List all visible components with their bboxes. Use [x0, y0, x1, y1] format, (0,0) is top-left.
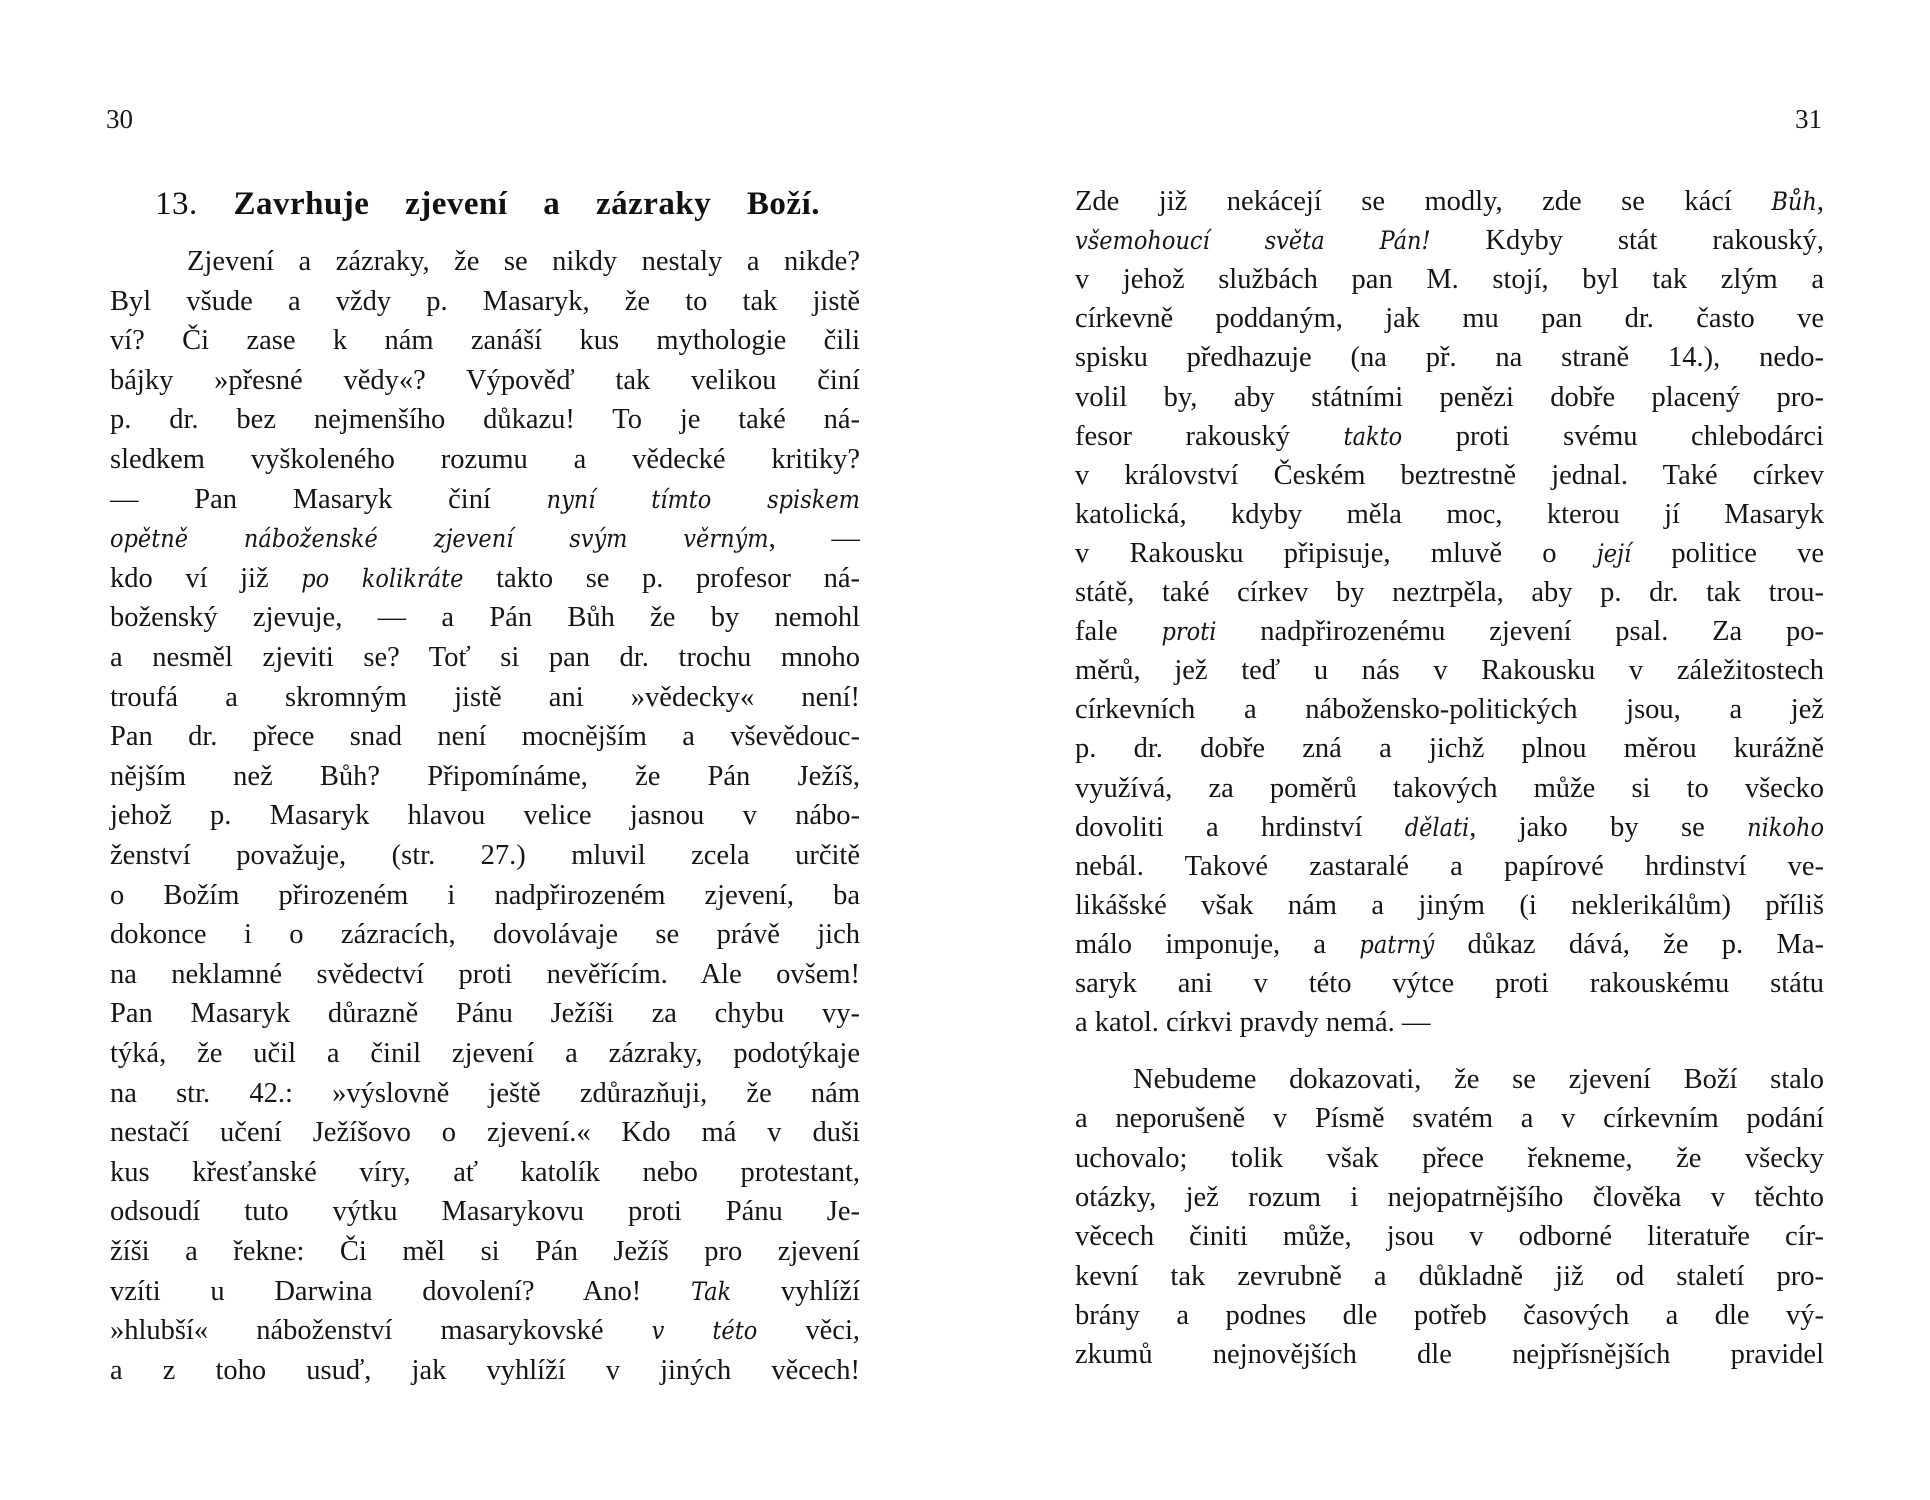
text-line: [1075, 773, 1824, 805]
text-line: [110, 1355, 860, 1387]
text-line: [1075, 421, 1824, 453]
text-line: [110, 642, 860, 674]
text-segment: v království Českém beztrestně jednal. Také církev: [1075, 459, 1824, 491]
text-line: [110, 919, 860, 951]
text-segment: kevní tak zevrubně a důkladně již od staletí pro-: [1075, 1260, 1824, 1292]
text-segment: , jako by se: [1469, 811, 1748, 843]
text-segment: nadpřirozenému zjevení psal. Za po-: [1216, 616, 1824, 648]
text-line: [110, 1157, 860, 1189]
text-line: [1075, 460, 1824, 492]
text-segment: týká, že učil a činil zjevení a zázraky, podotýkaje: [110, 1038, 860, 1069]
text-segment: Byl všude a vždy p. Masaryk, že to tak jistě: [110, 285, 860, 317]
text-line: [1075, 968, 1824, 1000]
text-line: [110, 602, 860, 634]
text-line: [1075, 694, 1824, 726]
text-line: [110, 1196, 860, 1228]
text-segment: uchovalo; tolik však přece řekneme, že všecky: [1075, 1142, 1824, 1174]
text-line: [1075, 499, 1824, 531]
text-line: [110, 1315, 860, 1347]
text-segment: na neklamné svědectví proti nevěřícím. Ale ovšem!: [110, 958, 860, 990]
text-segment: nebál. Takové zastaralé a papírové hrdinství ve-: [1075, 850, 1824, 882]
italic-emphasis: Tak: [691, 1276, 732, 1306]
text-line: [110, 761, 860, 793]
italic-emphasis: proti: [1161, 617, 1217, 647]
italic-emphasis: po kolikráte: [301, 563, 464, 593]
text-segment: Pan dr. přece snad není mocnějším a vševědouc-: [110, 721, 860, 753]
text-line: [1075, 1143, 1824, 1175]
text-segment: využívá, za poměrů takových může si to všecko: [1075, 772, 1824, 804]
chapter-number: 13.: [155, 186, 198, 222]
text-segment: sledkem vyškoleného rozumu a vědecké kritiky?: [110, 444, 860, 475]
text-line: [110, 563, 860, 595]
text-line: [1075, 1221, 1824, 1253]
text-line: [1075, 1339, 1824, 1371]
text-segment: ,: [1816, 186, 1824, 217]
text-line: [110, 523, 860, 555]
text-line: [110, 1117, 860, 1149]
text-segment: věcech činiti může, jsou v odborné literatuře cír-: [1075, 1221, 1824, 1253]
text-segment: věci,: [757, 1315, 860, 1347]
text-segment: církevně poddaným, jak mu pan dr. často ve: [1075, 303, 1824, 335]
text-line: [110, 721, 860, 753]
text-segment: likášské však nám a jiným (i neklerikálům) příliš: [1075, 889, 1824, 921]
text-segment: odsoudí tuto výtku Masarykovu proti Pánu Je-: [110, 1196, 860, 1228]
italic-emphasis: Bůh: [1771, 187, 1817, 216]
text-line: [1075, 382, 1824, 414]
text-segment: zkumů nejnovějších dle nejpřísnějších pravidel: [1075, 1339, 1824, 1371]
text-segment: »hlubší« náboženství masarykovské: [110, 1315, 652, 1347]
text-line: [1075, 225, 1824, 257]
text-line: [110, 325, 860, 357]
italic-emphasis: v této: [651, 1316, 758, 1346]
text-line: [1075, 890, 1824, 922]
text-segment: státě, také církev by neztrpěla, aby p. dr. tak trou-: [1075, 577, 1824, 608]
text-line: [110, 840, 860, 872]
text-segment: troufá a skromným jistě ani »vědecky« není!: [110, 681, 860, 713]
text-segment: bájky »přesné vědy«? Výpověď tak velikou činí: [110, 364, 860, 396]
text-segment: takto se p. profesor ná-: [463, 562, 861, 594]
text-segment: církevních a nábožensko-politických jsou, a jež: [1075, 694, 1824, 726]
text-segment: katolická, kdyby měla moc, kterou jí Masaryk: [1075, 498, 1824, 530]
text-segment: fesor rakouský: [1075, 420, 1344, 452]
text-segment: v jehož službách pan M. stojí, byl tak zlým a: [1075, 264, 1824, 296]
text-line: [1075, 1103, 1824, 1135]
text-segment: Zjevení a zázraky, že se nikdy nestaly a nikde?: [187, 246, 860, 277]
text-line: [1075, 1007, 1824, 1039]
text-line: [1075, 577, 1824, 609]
text-line: [110, 404, 860, 436]
text-line: [1075, 655, 1824, 687]
text-line: [110, 1276, 860, 1308]
text-segment: volil by, aby státními penězi dobře placený pro-: [1075, 381, 1824, 413]
text-segment: , —: [768, 523, 861, 555]
text-segment: nestačí učení Ježíšovo o zjevení.« Kdo má v duši: [110, 1117, 860, 1149]
text-segment: vyhlíží: [731, 1275, 861, 1307]
text-line: [1075, 1182, 1824, 1214]
text-segment: otázky, jež rozum i nejopatrnějšího člověka v těchto: [1075, 1181, 1824, 1213]
text-line: [1075, 186, 1824, 218]
italic-emphasis: patrný: [1359, 929, 1435, 959]
text-segment: málo imponuje, a: [1075, 928, 1360, 960]
italic-emphasis: nyní tímto spiskem: [546, 484, 860, 514]
text-line: [110, 1038, 860, 1070]
page-number: 30: [106, 104, 133, 134]
italic-emphasis: nikoho: [1747, 812, 1824, 842]
text-segment: p. dr. bez nejmenšího důkazu! To je také ná-: [110, 404, 860, 436]
text-segment: proti svému chlebodárci: [1402, 420, 1824, 452]
text-segment: v Rakousku připisuje, mluvě o: [1075, 537, 1597, 569]
text-segment: dokonce i o zázracích, dovolávaje se právě jich: [110, 919, 860, 951]
text-segment: brány a podnes dle potřeb časových a dle vý-: [1075, 1299, 1824, 1331]
text-line: [1075, 538, 1824, 570]
text-segment: Pan Masaryk důrazně Pánu Ježíši za chybu vy-: [110, 998, 860, 1030]
text-segment: a nesměl zjeviti se? Toť si pan dr. trochu mnoho: [110, 642, 860, 673]
text-line: [1075, 616, 1824, 648]
text-segment: nějším než Bůh? Připomínáme, že Pán Ježíš,: [110, 760, 860, 792]
text-line: [110, 682, 860, 714]
text-segment: jehož p. Masaryk hlavou velice jasnou v nábo-: [110, 800, 860, 832]
italic-emphasis: její: [1596, 538, 1632, 568]
text-line: [110, 998, 860, 1030]
text-segment: o Božím přirozeném i nadpřirozeném zjevení, ba: [110, 879, 860, 911]
text-segment: ženství považuje, (str. 27.) mluvil zcela určitě: [110, 840, 860, 871]
text-segment: fale: [1075, 616, 1162, 648]
text-line: [1075, 342, 1824, 374]
text-segment: na str. 42.: »výslovně ještě zdůrazňuji, že nám: [110, 1077, 860, 1109]
text-segment: p. dr. dobře zná a jichž plnou měrou kurážně: [1075, 733, 1824, 765]
text-line: [1075, 812, 1824, 844]
text-segment: boženský zjevuje, — a Pán Bůh že by nemohl: [110, 602, 860, 634]
text-line: [1075, 1261, 1824, 1293]
text-segment: a z toho usuď, jak vyhlíží v jiných věcech!: [110, 1354, 860, 1386]
text-segment: saryk ani v této výtce proti rakouskému státu: [1075, 968, 1824, 999]
text-line: [110, 484, 860, 516]
text-line: [110, 800, 860, 832]
text-line: [1075, 1300, 1824, 1332]
text-segment: Kdyby stát rakouský,: [1430, 225, 1824, 257]
text-segment: dovoliti a hrdinství: [1075, 811, 1405, 843]
right-page: [965, 0, 1930, 1500]
text-line: [110, 286, 860, 318]
chapter-heading: [155, 186, 820, 222]
text-line: [1075, 264, 1824, 296]
text-line: [110, 1236, 860, 1268]
text-segment: a katol. církvi pravdy nemá. —: [1075, 1007, 1431, 1039]
text-segment: a neporušeně v Písmě svatém a v církevním podání: [1075, 1103, 1824, 1135]
text-segment: kdo ví již: [110, 562, 302, 594]
text-line: [1075, 929, 1824, 961]
italic-emphasis: takto: [1343, 421, 1403, 451]
italic-emphasis: všemohoucí světa Pán!: [1075, 226, 1431, 256]
text-segment: žíši a řekne: Či měl si Pán Ježíš pro zjevení: [110, 1236, 860, 1267]
text-line: [1075, 733, 1824, 765]
text-segment: měrů, jež teď u nás v Rakousku v záležitostech: [1075, 655, 1824, 687]
text-line: [110, 444, 860, 476]
text-segment: kus křesťanské víry, ať katolík nebo protestant,: [110, 1156, 860, 1188]
italic-emphasis: dělati: [1404, 812, 1470, 842]
text-segment: Nebudeme dokazovati, že se zjevení Boží stalo: [1133, 1064, 1824, 1095]
text-segment: Zde již nekácejí se modly, zde se kácí: [1075, 186, 1772, 217]
text-segment: spisku předhazuje (na př. na straně 14.), nedo-: [1075, 342, 1824, 374]
text-line: [110, 1078, 860, 1110]
text-segment: vzíti u Darwina dovolení? Ano!: [110, 1275, 692, 1307]
text-line: [1075, 851, 1824, 883]
text-line: [1133, 1064, 1824, 1096]
italic-emphasis: opětně náboženské zjevení svým věrným: [110, 524, 769, 554]
page-number: 31: [1795, 104, 1822, 134]
text-segment: politice ve: [1631, 537, 1824, 569]
text-line: [1075, 303, 1824, 335]
text-line: [110, 959, 860, 991]
text-line: [110, 365, 860, 397]
text-segment: důkaz dává, že p. Ma-: [1434, 928, 1824, 960]
chapter-title: Zavrhuje zjevení a zázraky Boží.: [233, 186, 820, 222]
text-segment: ví? Či zase k nám zanáší kus mythologie čili: [110, 325, 860, 357]
text-line: [187, 246, 860, 278]
text-line: [110, 880, 860, 912]
text-segment: — Pan Masaryk činí: [110, 483, 547, 515]
